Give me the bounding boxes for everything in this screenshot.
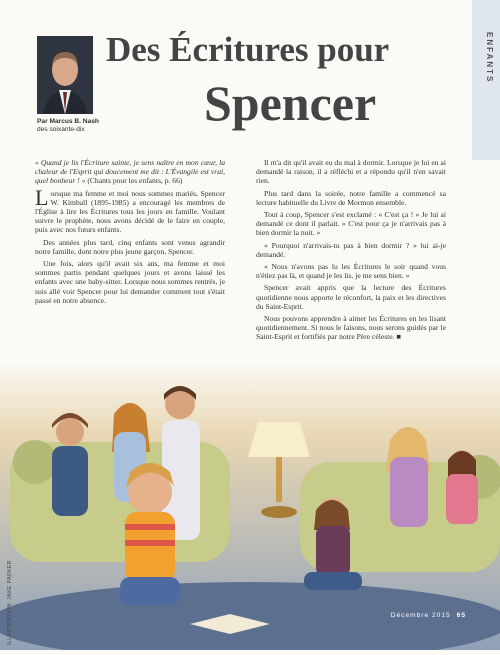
footer-month: Décembre 2015 [390,612,451,619]
family-reading-illustration [0,362,500,650]
paragraph: « Nous n'avons pas lu les Écritures le soir quand vous n'étiez pas là, et quand je les lis, je me sens bien. » [256,262,446,281]
drop-cap: L [35,184,49,210]
page-number: 65 [456,612,466,619]
section-tab-label: ENFANTS [485,32,494,84]
paragraph [35,184,225,235]
page-footer [391,612,466,619]
author-name: Par Marcus B. Nash [37,118,99,125]
paragraph: Nous pouvons apprendre à aimer les Écritures en les lisant quotidiennement. Si nous le faisons, nous serons guidés par le Saint-Esprit et fortifiés par notre Père céleste. ■ [256,314,446,342]
title-line-2: Spencer [204,75,377,131]
paragraph: Il m'a dit qu'il avait eu du mal à dormir. Lorsque je lui en ai demandé la raison, il a réfléchi et a répondu qu'il n'en savait rien. [256,158,446,186]
paragraph-text: orsque ma femme et moi nous sommes mariés, Spencer W. Kimball (1895-1985) a encouragé les membres de l'Église à lire les Écritures tous les jours en famille. Voulant suivre le prophète, nous avons décidé de le faire en couple, puis avec nos futurs enfants. [35,188,225,235]
author-role: des soixante-dix [37,126,85,133]
section-tab [472,0,500,160]
left-column [35,158,225,308]
epigraph [35,158,225,186]
paragraph: Tout à coup, Spencer s'est exclamé : « C'est ça ! » Je lui ai demandé ce dont il parlait. « C'est pour ça je n'arrivais pas à bien dormir la nuit. » [256,210,446,238]
paragraph: Des années plus tard, cinq enfants sont venus agrandir notre famille, dont notre plus jeune garçon, Spencer. [35,237,225,256]
paragraph: Plus tard dans la soirée, notre famille a commencé sa lecture habituelle du Livre de Mormon ensemble. [256,188,446,207]
paragraph: « Pourquoi n'arrivais-tu pas à bien dormir ? » lui ai-je demandé. [256,240,446,259]
right-column [256,158,446,345]
epigraph-quote: « Quand je lis l'Écriture sainte, je sens naître en mon cœur, la chaleur de l'Esprit qui doucement me dit : L'Évangile est vrai, quel bonheur ! » [35,158,225,186]
title-line-1: Des Écritures pour [106,30,390,69]
illustration-credit: ILLUSTRATION: JAKE PARKER [7,560,13,645]
paragraph: Une fois, alors qu'il avait six ans, ma femme et moi sommes partis pendant quelques jours et avons laissé les enfants avec une baby-sitter. Lorsque nous sommes rentrés, je suis allé voir Spencer pour lui demander comment tout s'était passé en notre absence. [35,259,225,305]
epigraph-source: (Chants pour les enfants, p. 66) [87,176,183,186]
author-byline [37,118,99,134]
author-photo [37,36,93,114]
paragraph: Spencer avait appris que la lecture des Écritures quotidienne nous apporte le réconfort, la paix et les directives du Saint-Esprit. [256,283,446,311]
